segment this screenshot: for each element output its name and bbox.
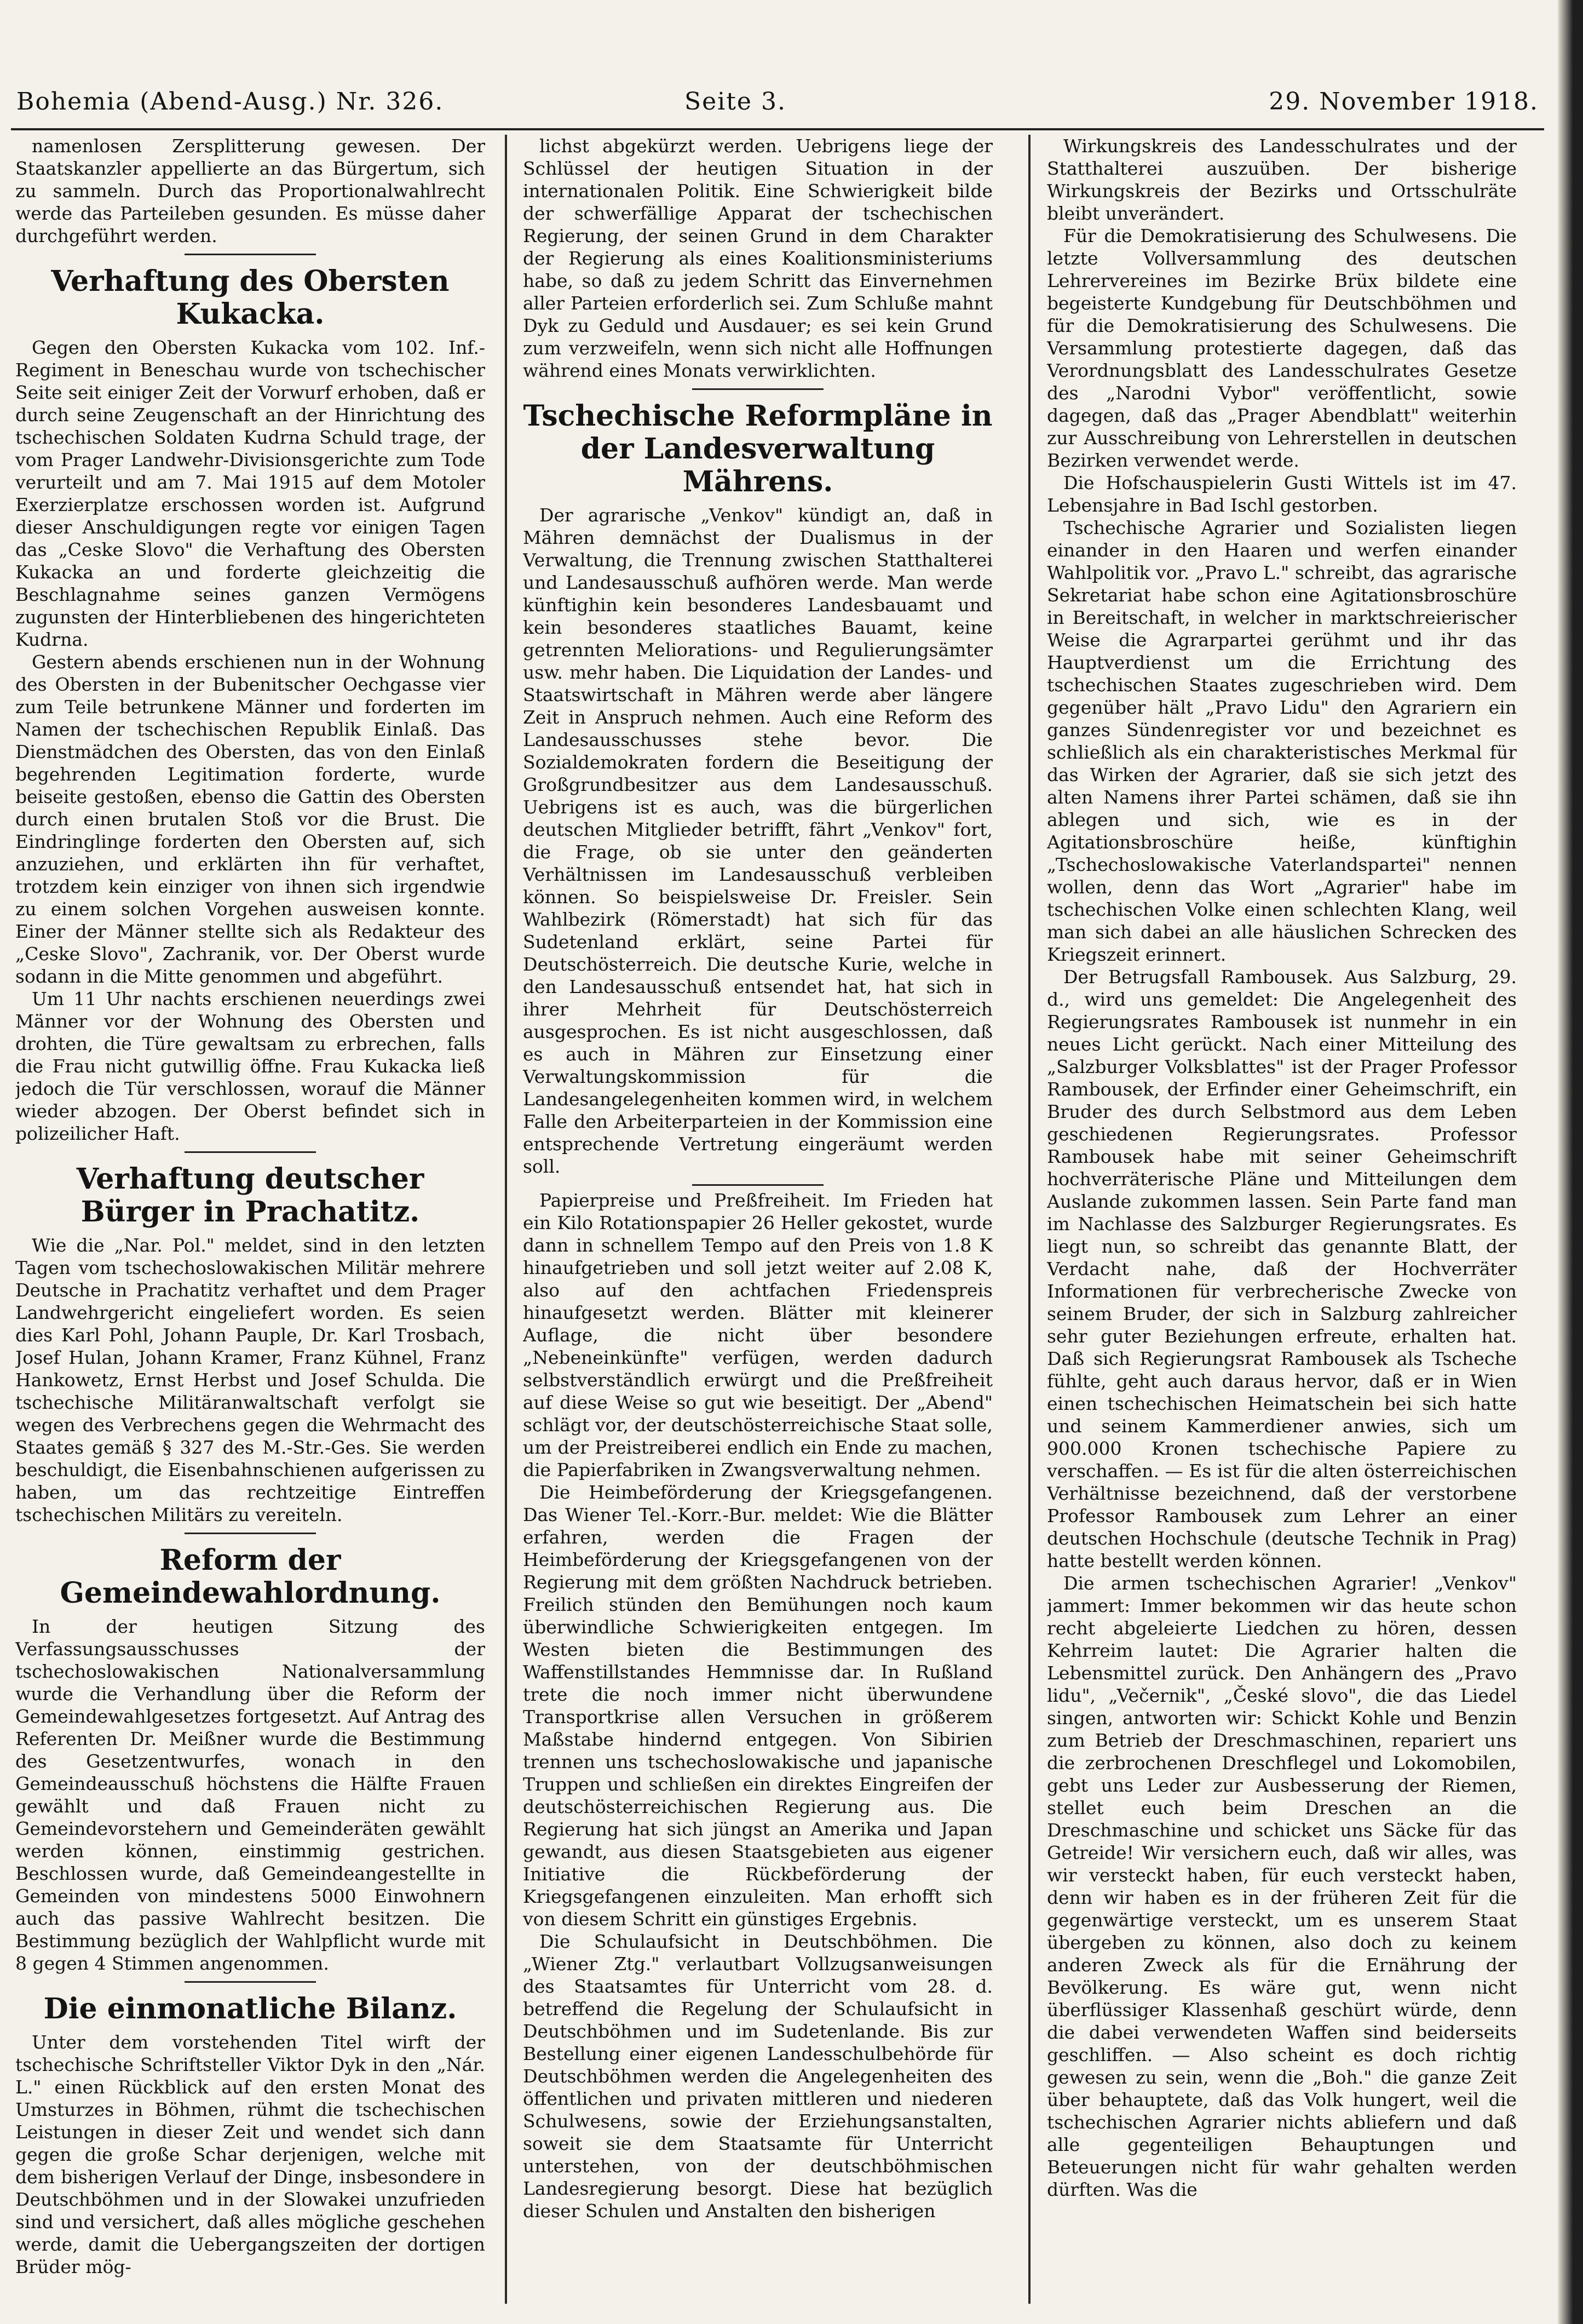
paragraph: Um 11 Uhr nachts erschienen neuerdings zwei Männer vor der Wohnung des Obersten und drohten, die Türe gewaltsam zu erbrechen, falls die Frau nicht gutwillig öffne. Frau Kukacka ließ jedoch die Tür verschlossen, worauf die Männer wieder abzogen. Der Oberst befindet sich in polizeilicher Haft. <box>15 988 485 1144</box>
columns <box>11 135 1544 2304</box>
column-3 <box>1047 135 1517 2304</box>
paragraph: Unter dem vorstehenden Titel wirft der tschechische Schriftsteller Viktor Dyk in den „Nár. L." einen Rückblick auf den ersten Monat des Umsturzes in Böhmen, rühmt die tschechischen Leistungen in dieser Zeit und wendet sich dann gegen die große Schar derjenigen, welche mit dem bisherigen Verlauf der Dinge, insbesondere in Deutschböhmen und in der Slowakei unzufrieden sind und versichert, daß alles mögliche geschehen werde, damit die Uebergangszeiten der dortigen Brüder mög- <box>15 2032 485 2277</box>
article-continuation: lichst abgekürzt werden. Uebrigens liege der Schlüssel der heutigen Situation in der internationalen Politik. Eine Schwierigkeit bilde der schwerfällige Apparat der tschechischen Regierung, der seinen Grund in dem Charakter der Regierung als eines Koalitionsministeriums habe, so daß zu jedem Schritt das Einvernehmen aller Parteien erforderlich sei. Zum Schluße mahnt Dyk zu Geduld und Ausdauer; es sei kein Grund zum verzweifeln, wenn sich nicht alle Hoffnungen während eines Monats verwirklichten. <box>523 135 993 381</box>
article-continuation: namenlosen Zersplitterung gewesen. Der Staatskanzler appellierte an das Bürgertum, sich zu sammeln. Durch das Proportionalwahlrecht werde das Parteileben gesunden. Es müsse daher durchgeführt werden. <box>15 135 485 246</box>
article-continuation: Wirkungskreis des Landesschulrates und der Statthalterei auszuüben. Der bisherige Wirkungskreis der Bezirks und Ortsschulräte bleibt unverändert. <box>1047 135 1517 224</box>
paragraph: Der agrarische „Venkov" kündigt an, daß in Mähren demnächst der Dualismus in der Verwaltung, die Trennung zwischen Statthalterei und Landesausschuß aufhören werde. Man werde künftighin kein besonderes Landesbauamt und kein besonderes staatliches Bauamt, keine getrennten Meliorations- und Regulierungsämter usw. mehr haben. Die Liquidation der Landes- und Staatswirtschaft in Mähren werde aber längere Zeit in Anspruch nehmen. Auch eine Reform des Landesausschusses stehe bevor. Die Sozialdemokraten fordern die Beseitigung der Großgrundbesitzer aus dem Landesausschuß. Uebrigens ist es auch, was die bürgerlichen deutschen Mitglieder betrifft, fährt „Venkov" fort, die Frage, ob sie unter den geänderten Verhältnissen im Landesausschuß verbleiben können. So beispielsweise Dr. Freisler. Sein Wahlbezirk (Römerstadt) hat sich für das Sudetenland erklärt, seine Partei für Deutschösterreich. Die deutsche Kurie, welche in den Landesausschuß entsendet hat, hat sich in ihrer Mehrheit für Deutschösterreich ausgesprochen. Es ist nicht ausgeschlossen, daß es auch in Mähren zur Einsetzung einer Verwaltungskommission für die Landesangelegenheiten kommen wird, in welchem Falle den Arbeiterparteien in der Kommission eine entsprechende Vertretung eingeräumt werden soll. <box>523 504 993 1177</box>
headline-kukacka: Verhaftung des Obersten Kukacka. <box>51 265 450 331</box>
headline-bilanz: Die einmonatliche Bilanz. <box>43 1992 457 2025</box>
divider <box>692 388 824 390</box>
paragraph: In der heutigen Sitzung des Verfassungsausschusses der tschechoslowakischen Nationalversammlung wurde die Verhandlung über die Reform der Gemeindewahlgesetzes fortgesetzt. Auf Antrag des Referenten Dr. Meißner wurde die Bestimmung des Gesetzentwurfes, wonach in den Gemeindeausschuß höchstens die Hälfte Frauen gewählt und daß Frauen nicht zu Gemeindevorstehern und Gemeinderäten gewählt werden können, einstimmig gestrichen. Beschlossen wurde, daß Gemeindeangestellte in Gemeinden von mindestens 5000 Einwohnern auch das passive Wahlrecht besitzen. Die Bestimmung bezüglich der Wahlpflicht wurde mit 8 gegen 4 Stimmen angenommen. <box>15 1616 485 1974</box>
paragraph-arme-agrarier: Die armen tschechischen Agrarier! „Venkov" jammert: Immer bekommen wir das heute schon recht abgeleierte Liedchen zu hören, dessen Kehrreim lautet: Die Agrarier halten die Lebensmittel zurück. Den Anhängern des „Pravo lidu", „Večernik", „České slovo", die das Liedel singen, antworten wir: Schickt Kohle und Benzin zum Betrieb der Dreschmaschinen, repariert uns die zerbrochenen Dreschflegel und Lokomobilen, gebt uns Leder zur Ausbesserung der Riemen, stellet euch beim Dreschen an die Dreschmaschine und schicket uns Säcke für das Getreide! Wir versichern euch, daß wir alles, was wir versteckt haben, für euch versteckt haben, denn wir haben es in der früheren Zeit für die gegenwärtige versteckt, um es unserem Staat übergeben zu können, also doch zu keinem anderen Zweck als für die Ernährung der Bevölkerung. Es wäre gut, wenn nicht überflüssiger Klassenhaß geschürt würde, denn die dabei verwendeten Waffen sind beiderseits geschliffen. — Also scheint es doch richtig gewesen zu sein, wenn die „Boh." die ganze Zeit über behauptete, daß das Volk hungert, weil die tschechischen Agrarier nichts abliefern und daß alle gegenteiligen Behauptungen und Beteuerungen nicht für wahr gehalten werden dürften. Was die <box>1047 1573 1517 2200</box>
masthead-page-number: Seite 3. <box>684 88 786 116</box>
paragraph-wittels: Die Hofschauspielerin Gusti Wittels ist im 47. Lebensjahre in Bad Ischl gestorben. <box>1047 472 1517 516</box>
paragraph: Wie die „Nar. Pol." meldet, sind in den letzten Tagen vom tschechoslowakischen Militär mehrere Deutsche in Prachatitz verhaftet und dem Prager Landwehrgericht eingeliefert worden. Es seien dies Karl Pohl, Johann Pauple, Dr. Karl Trosbach, Josef Hulan, Johann Kramer, Franz Kühnel, Franz Hankowetz, Ernst Herbst und Josef Schulda. Die tschechische Militäranwaltschaft verfolgt sie wegen des Verbrechens gegen die Wehrmacht des Staates gemäß § 327 des M.-Str.-Ges. Sie werden beschuldigt, die Eisenbahnschienen aufgerissen zu haben, um das rechtzeitige Eintreffen tschechischen Militärs zu vereiteln. <box>15 1235 485 1525</box>
headline-prachatitz: Verhaftung deutscher Bürger in Prachatitz. <box>76 1162 424 1229</box>
divider <box>185 1981 316 1983</box>
scan-edge <box>1558 0 1583 2324</box>
masthead-date: 29. November 1918. <box>1269 88 1539 116</box>
paragraph-agrarier-sozialisten: Tschechische Agrarier und Sozialisten liegen einander in den Haaren und werfen einander Wahlpolitik vor. „Pravo L." schreibt, das agrarische Sekretariat habe schon eine Agitationsbroschüre in Bereitschaft, in welcher in marktschreierischer Weise die Agrarpartei gerühmt und ihr das Hauptverdienst um die Errichtung des tschechischen Staates zugeschrieben wird. Dem gegenüber hält „Pravo Lidu" den Agrariern ein ganzes Sündenregister vor und bezeichnet es schließlich als ein charakteristisches Merkmal für das Wirken der Agrarier, daß sie sich jetzt des alten Namens ihrer Partei schämen, daß sie ihn ablegen und sich, wie es in der Agitationsbroschüre heiße, künftighin „Tschechoslowakische Vaterlandspartei" nennen wollen, denn das Wort „Agrarier" habe im tschechischen Volke einen schlechten Klang, weil man sich dabei an alle häuslichen Schrecken des Kriegszeit erinnert. <box>1047 517 1517 965</box>
column-1 <box>15 135 485 2304</box>
divider <box>185 1533 316 1534</box>
paragraph: Gegen den Obersten Kukacka vom 102. Inf.-Regiment in Beneschau wurde von tschechischer Seite seit einiger Zeit der Vorwurf erhoben, daß er durch seine Zeugenschaft an der Hinrichtung des tschechischen Soldaten Kudrna Schuld trage, der vom Prager Landwehr-Divisionsgerichte zum Tode verurteilt und am 7. Mai 1915 auf dem Motoler Exerzierplatze erschossen worden ist. Aufgrund dieser Anschuldigungen regte vor einigen Tagen das „Ceske Slovo" die Verhaftung des Obersten Kukacka an und forderte gleichzeitig die Beschlagnahme seines ganzen Vermögens zugunsten der Hinterbliebenen des hingerichteten Kudrna. <box>15 337 485 650</box>
divider <box>692 1184 824 1186</box>
headline-reformplaene: Tschechische Reformpläne in der Landesverwaltung Mährens. <box>523 399 993 498</box>
paragraph-kriegsgefangene: Die Heimbeförderung der Kriegsgefangenen. Das Wiener Tel.-Korr.-Bur. meldet: Wie die Blätter erfahren, werden die Fragen der Heimbeförderung der Kriegsgefangenen von der Regierung mit dem größten Nachdruck betrieben. Freilich stünden den Bemühungen noch kaum überwindliche Schwierigkeiten entgegen. Im Westen bieten die Bestimmungen des Waffenstillstandes Hemmnisse dar. In Rußland trete die noch immer nicht überwundene Transportkrise allen Versuchen in größerem Maßstabe hindernd entgegen. Von Sibirien trennen uns tschechoslowakische und japanische Truppen und schließen ein direktes Eingreifen der deutschösterreichischen Regierung aus. Die Regierung hat sich jüngst an Amerika und Japan gewandt, aus diesen Staatsgebieten aus eigener Initiative die Rückbeförderung der Kriegsgefangenen einzuleiten. Man erhofft sich von diesem Schritt ein günstiges Ergebnis. <box>523 1482 993 1930</box>
column-rule <box>505 135 507 2304</box>
paragraph-demokratisierung: Für die Demokratisierung des Schulwesens. Die letzte Vollversammlung des deutschen Lehrervereines im Bezirke Brüx bildete eine begeisterte Kundgebung für Deutschböhmen und für die Demokratisierung des Schulwesens. Die Versammlung protestierte dagegen, daß das Verordnungsblatt des Landesschulrates Gesetze des „Narodni Vybor" veröffentlicht, sowie dagegen, daß das „Prager Abendblatt" weiterhin zur Ausschreibung von Lehrerstellen in deutschen Bezirken verwendet werde. <box>1047 225 1517 471</box>
column-2 <box>523 135 993 2304</box>
paragraph: Gestern abends erschienen nun in der Wohnung des Obersten in der Bubenitscher Oechgasse vier zum Teile betrunkene Männer und forderten im Namen der tschechischen Republik Einlaß. Das Dienstmädchen des Obersten, das von den Einlaß begehrenden Legitimation forderte, wurde beiseite gestoßen, ebenso die Gattin des Obersten durch einen brutalen Stoß vor die Brust. Die Eindringlinge forderten den Obersten auf, sich anzuziehen, und erklärten ihn für verhaftet, trotzdem kein einziger von ihnen sich irgendwie zu einem solchen Vorgehen ausweisen konnte. Einer der Männer stellte sich als Redakteur des „Ceske Slovo", Zachranik, vor. Der Oberst wurde sodann in die Mitte genommen und abgeführt. <box>15 651 485 987</box>
masthead <box>11 82 1544 130</box>
paragraph-schulaufsicht: Die Schulaufsicht in Deutschböhmen. Die „Wiener Ztg." verlautbart Vollzugsanweisungen des Staatsamtes für Unterricht vom 28. d. betreffend die Regelung der Schulaufsicht in Deutschböhmen und im Sudetenlande. Bis zur Bestellung einer eigenen Landesschulbehörde für Deutschböhmen werden die Angelegenheiten des öffentlichen und privaten mittleren und niederen Schulwesens, sowie der Erziehungsanstalten, soweit sie dem Staatsamte für Unterricht unterstehen, von der deutschböhmischen Landesregierung besorgt. Diese hat bezüglich dieser Schulen und Anstalten den bisherigen <box>523 1931 993 2222</box>
headline-gemeindewahl: Reform der Gemeindewahlordnung. <box>60 1543 441 1610</box>
masthead-issue: Bohemia (Abend-Ausg.) Nr. 326. <box>16 88 444 116</box>
divider <box>185 1151 316 1153</box>
divider <box>185 254 316 255</box>
newspaper-page <box>11 82 1544 2311</box>
paragraph-rambousek: Der Betrugsfall Rambousek. Aus Salzburg, 29. d., wird uns gemeldet: Die Angelegenheit des Regierungsrates Rambousek ist nunmehr in ein neues Licht gerückt. Nach einer Mitteilung des „Salzburger Volksblattes" ist der Prager Professor Rambousek, der Erfinder einer Geheimschrift, ein Bruder des durch Selbstmord aus dem Leben geschiedenen Regierungsrates. Professor Rambousek habe mit seiner Geheimschrift hochverräterische Pläne und Mitteilungen dem Auslande zukommen lassen. Sein Parte fand man im Nachlasse des Salzburger Regierungsrates. Es liegt nun, so schreibt das genannte Blatt, der Verdacht nahe, daß der Hochverräter Informationen für verbrecherische Zwecke von seinem Bruder, der sich in Salzburg zahlreicher sehr guter Beziehungen erfreute, erhalten hat. Daß sich Regierungsrat Rambousek als Tscheche fühlte, geht auch daraus hervor, daß er in Wien einen tschechischen Heimatschein bei sich hatte und seinem Kammerdiener anwies, sich um 900.000 Kronen tschechische Papiere zu verschaffen. — Es ist für die alten österreichischen Verhältnisse bezeichnend, daß der verstorbene Professor Rambousek zum Lehrer an einer deutschen Hochschule (deutsche Technik in Prag) hatte bestellt werden können. <box>1047 966 1517 1571</box>
column-rule <box>1028 135 1031 2304</box>
paragraph-papierpreise: Papierpreise und Preßfreiheit. Im Frieden hat ein Kilo Rotationspapier 26 Heller gekostet, wurde dann in schnellem Tempo auf den Preis von 1.8 K hinaufgetrieben und soll jetzt weiter auf 2.08 K, also auf den achtfachen Friedenspreis hinaufgesetzt werden. Blätter mit kleinerer Auflage, die nicht über besondere „Nebeneinkünfte" verfügen, werden dadurch selbstverständlich erwürgt und die Preßfreiheit auf diese Weise so gut wie beseitigt. Der „Abend" schlägt vor, der deutschösterreichische Staat solle, um der Preistreiberei endlich ein Ende zu machen, die Papierfabriken in Zwangsverwaltung nehmen. <box>523 1190 993 1481</box>
